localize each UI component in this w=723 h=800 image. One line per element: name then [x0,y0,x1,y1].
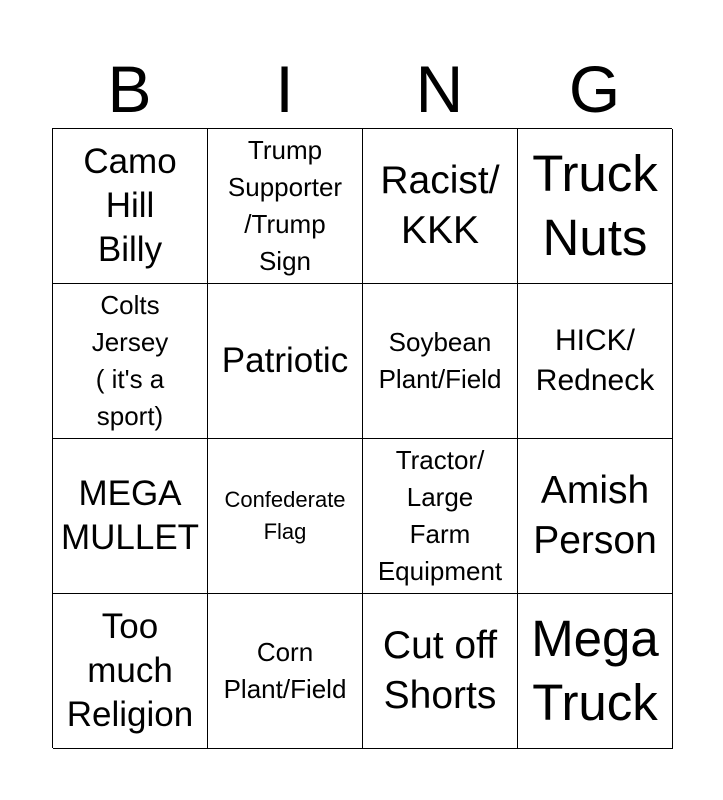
header-letter-i: I [275,52,294,126]
bingo-cell[interactable] [518,439,673,594]
cell-label: Amish Person [533,469,657,562]
cell-label: Cut off Shorts [382,624,498,717]
bingo-cell[interactable] [208,594,363,749]
bingo-cell[interactable] [208,439,363,594]
cell-label: Trump Supporter /Trump Sign [227,135,343,276]
bingo-cell[interactable] [363,129,518,284]
bingo-cell[interactable] [363,284,518,439]
cell-label: Patriotic [221,341,349,380]
cell-label: Mega Truck [531,610,659,731]
cell-label: Confederate Flag [224,487,346,544]
cell-label: Racist/ KKK [380,159,500,252]
cell-label: Soybean Plant/Field [378,327,502,394]
bingo-cell[interactable] [208,284,363,439]
bingo-cell[interactable] [208,129,363,284]
bingo-cell[interactable] [518,129,673,284]
cell-label: Too much Religion [66,607,194,734]
bingo-header [52,50,672,128]
cell-label: Corn Plant/Field [223,637,347,704]
bingo-cell[interactable] [518,284,673,439]
cell-label: Colts Jersey ( it's a sport) [91,290,169,431]
bingo-cell[interactable] [53,284,208,439]
cell-label: Truck Nuts [532,145,658,266]
cell-label: MEGA MULLET [60,474,200,557]
bingo-cell[interactable] [53,594,208,749]
header-letter-b: B [107,52,152,126]
cell-label: Camo Hill Billy [83,142,177,269]
header-letter-g: G [568,52,621,126]
bingo-cell[interactable] [363,594,518,749]
bingo-card [52,128,672,748]
cell-label: HICK/ Redneck [535,324,655,397]
bingo-cell[interactable] [53,439,208,594]
cell-label: Tractor/ Large Farm Equipment [377,445,503,586]
bingo-cell[interactable] [53,129,208,284]
bingo-cell[interactable] [518,594,673,749]
header-letter-n: N [415,52,464,126]
bingo-cell[interactable] [363,439,518,594]
